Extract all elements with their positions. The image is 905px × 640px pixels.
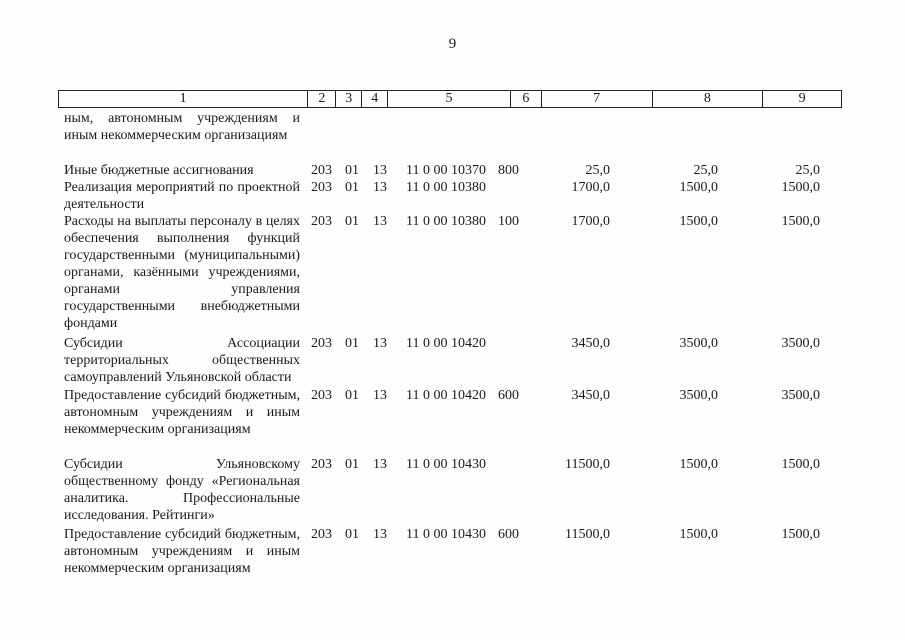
column-header-2: 2 [308,91,336,107]
cell-col8: 1500,0 [679,180,718,195]
cell-col9: 3500,0 [781,336,820,351]
row-description: Иные бюджетные ассигнования [64,163,254,178]
cell-col7: 11500,0 [565,527,610,542]
row-description: Реализация мероприятий по проектной деятельности [64,180,300,212]
cell-col6: 600 [498,527,519,542]
cell-col2: 203 [311,214,332,229]
cell-col8: 1500,0 [679,527,718,542]
cell-col6: 800 [498,163,519,178]
cell-col2: 203 [311,527,332,542]
page-number: 9 [448,36,457,52]
cell-col9: 3500,0 [781,388,820,403]
cell-col4: 13 [373,214,387,229]
column-header-5: 5 [388,91,511,107]
row-description: Предоставление субсидий бюджетным, автономным учреждениям и иным некоммерческим организациям [64,388,300,437]
column-header-1: 1 [59,91,308,107]
cell-col5: 11 0 00 10420 [406,336,486,351]
column-header-7: 7 [542,91,653,107]
cell-col3: 01 [345,388,359,403]
cell-col7: 3450,0 [571,336,610,351]
cell-col9: 1500,0 [781,180,820,195]
column-header-8: 8 [653,91,764,107]
cell-col2: 203 [311,163,332,178]
cell-col4: 13 [373,457,387,472]
cell-col4: 13 [373,163,387,178]
cell-col3: 01 [345,163,359,178]
cell-col2: 203 [311,457,332,472]
column-header-9: 9 [798,91,806,106]
cell-col2: 203 [311,336,332,351]
cell-col8: 25,0 [693,163,718,178]
column-header-4: 4 [362,91,388,107]
cell-col5: 11 0 00 10370 [406,163,486,178]
cell-col9: 1500,0 [781,457,820,472]
cell-col4: 13 [373,388,387,403]
cell-col3: 01 [345,527,359,542]
cell-col3: 01 [345,336,359,351]
cell-col6: 600 [498,388,519,403]
column-header-3: 3 [336,91,362,107]
cell-col7: 11500,0 [565,457,610,472]
cell-col3: 01 [345,457,359,472]
cell-col8: 1500,0 [679,457,718,472]
cell-col4: 13 [373,336,387,351]
cell-col4: 13 [373,527,387,542]
column-header-6: 6 [511,91,542,107]
cell-col2: 203 [311,388,332,403]
cell-col7: 3450,0 [571,388,610,403]
row-description: Субсидии Ассоциации территориальных общественных самоуправлений Ульяновской области [64,336,300,385]
cell-col9: 25,0 [795,163,820,178]
cell-col2: 203 [311,180,332,195]
cell-col7: 25,0 [585,163,610,178]
row-description: Расходы на выплаты персоналу в целях обеспечения выполнения функций государственными (муниципальными) органами, казёнными учреждениями, органами управления государственными внебюджетными фондами [64,214,300,331]
cell-col3: 01 [345,180,359,195]
row-description: ным, автономным учреждениям и иным некоммерческим организациям [64,111,300,143]
cell-col7: 1700,0 [571,214,610,229]
cell-col5: 11 0 00 10380 [406,214,486,229]
row-description: Субсидии Ульяновскому общественному фонду «Региональная аналитика. Профессиональные исследования. Рейтинги» [64,457,300,523]
cell-col5: 11 0 00 10430 [406,457,486,472]
cell-col4: 13 [373,180,387,195]
cell-col8: 3500,0 [679,388,718,403]
cell-col5: 11 0 00 10380 [406,180,486,195]
cell-col6: 100 [498,214,519,229]
cell-col8: 3500,0 [679,336,718,351]
cell-col9: 1500,0 [781,527,820,542]
row-description: Предоставление субсидий бюджетным, автономным учреждениям и иным некоммерческим организациям [64,527,300,576]
cell-col5: 11 0 00 10430 [406,527,486,542]
cell-col8: 1500,0 [679,214,718,229]
cell-col7: 1700,0 [571,180,610,195]
cell-col9: 1500,0 [781,214,820,229]
cell-col3: 01 [345,214,359,229]
cell-col5: 11 0 00 10420 [406,388,486,403]
